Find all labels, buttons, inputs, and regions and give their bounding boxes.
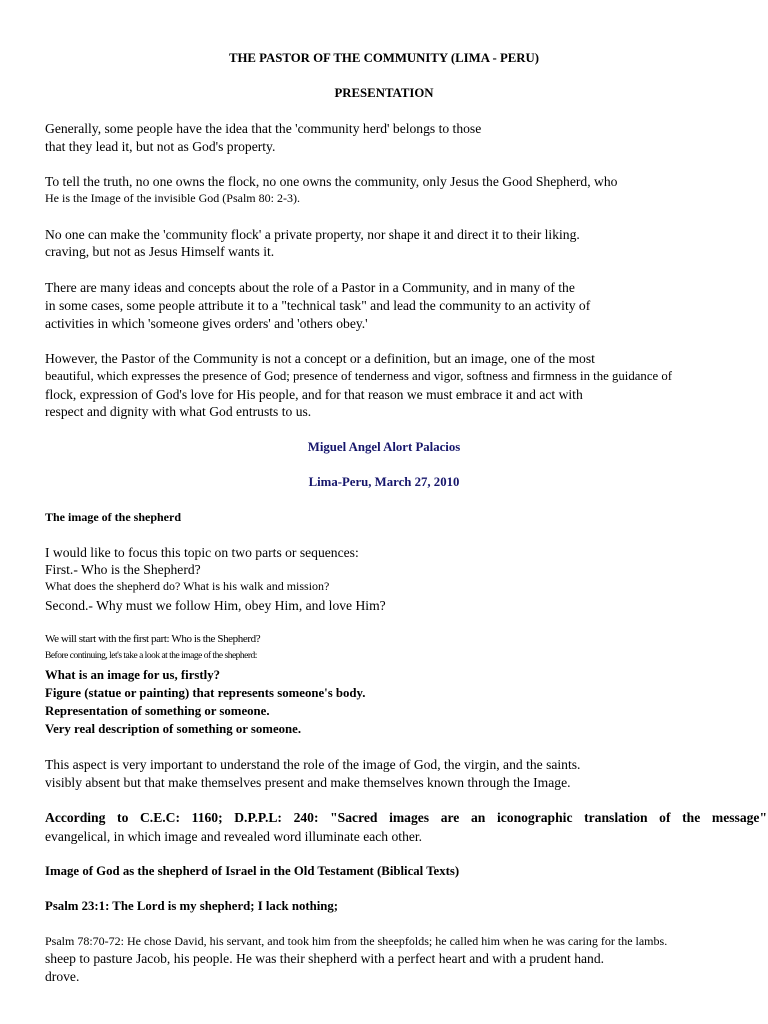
paragraph-line: in some cases, some people attribute it to a "technical task" and lead the community to an activity of xyxy=(45,298,591,313)
paragraph-line: respect and dignity with what God entrusts to us. xyxy=(45,404,312,419)
paragraph-line: activities in which 'someone gives orders' and 'others obey.' xyxy=(45,316,368,331)
paragraph-line: craving, but not as Jesus Himself wants it. xyxy=(45,244,275,259)
paragraph-line: Generally, some people have the idea that the 'community herd' belongs to those xyxy=(45,121,482,136)
paragraph-line: There are many ideas and concepts about the role of a Pastor in a Community, and in many of the xyxy=(45,280,575,295)
paragraph-line: Second.- Why must we follow Him, obey Him, and love Him? xyxy=(45,598,386,613)
paragraph-line: We will start with the first part: Who is the Shepherd? xyxy=(45,633,261,645)
paragraph-line: First.- Who is the Shepherd? xyxy=(45,562,201,577)
paragraph-line: What does the shepherd do? What is his walk and mission? xyxy=(45,579,330,593)
psalm-heading: Psalm 23:1: The Lord is my shepherd; I lack nothing; xyxy=(45,899,339,913)
section-heading: Image of God as the shepherd of Israel in the Old Testament (Biblical Texts) xyxy=(45,864,460,878)
definition-line: Representation of something or someone. xyxy=(45,704,270,718)
document-title: THE PASTOR OF THE COMMUNITY (LIMA - PERU) xyxy=(228,51,540,65)
place-date: Lima-Peru, March 27, 2010 xyxy=(308,475,460,489)
paragraph-line: No one can make the 'community flock' a private property, nor shape it and direct it to their liking. xyxy=(45,227,580,242)
paragraph-line: To tell the truth, no one owns the flock, no one owns the community, only Jesus the Good Shepherd, who xyxy=(45,174,618,189)
paragraph-line: This aspect is very important to understand the role of the image of God, the virgin, and the saints. xyxy=(45,757,581,772)
paragraph-line: Psalm 78:70-72: He chose David, his servant, and took him from the sheepfolds; he called him when he was caring for the lambs. xyxy=(45,934,668,948)
citation-line: According to C.E.C: 1160; D.P.P.L: 240: "Sacred images are an iconographic translation of the message" xyxy=(45,810,767,825)
paragraph-line: evangelical, in which image and revealed word illuminate each other. xyxy=(45,829,423,844)
paragraph-line: drove. xyxy=(45,969,80,984)
paragraph-line: He is the Image of the invisible God (Psalm 80: 2-3). xyxy=(45,191,300,205)
paragraph-line: visibly absent but that make themselves present and make themselves known through the Image. xyxy=(45,775,571,790)
definition-line: Very real description of something or someone. xyxy=(45,722,302,736)
presentation-heading: PRESENTATION xyxy=(334,86,434,100)
paragraph-line: I would like to focus this topic on two parts or sequences: xyxy=(45,545,359,560)
paragraph-line: beautiful, which expresses the presence of God; presence of tenderness and vigor, softness and firmness in the guidance of xyxy=(45,369,673,383)
section-heading: The image of the shepherd xyxy=(45,510,181,524)
paragraph-line: However, the Pastor of the Community is not a concept or a definition, but an image, one of the most xyxy=(45,351,595,366)
author-name: Miguel Angel Alort Palacios xyxy=(307,440,461,454)
paragraph-line: Before continuing, let's take a look at the image of the shepherd: xyxy=(45,651,257,661)
paragraph-line: that they lead it, but not as God's property. xyxy=(45,139,276,154)
definition-line: Figure (statue or painting) that represents someone's body. xyxy=(45,686,366,700)
definition-line: What is an image for us, firstly? xyxy=(45,668,221,682)
paragraph-line: sheep to pasture Jacob, his people. He was their shepherd with a perfect heart and with a prudent hand. xyxy=(45,951,605,966)
paragraph-line: flock, expression of God's love for His people, and for that reason we must embrace it and act with xyxy=(45,387,583,402)
